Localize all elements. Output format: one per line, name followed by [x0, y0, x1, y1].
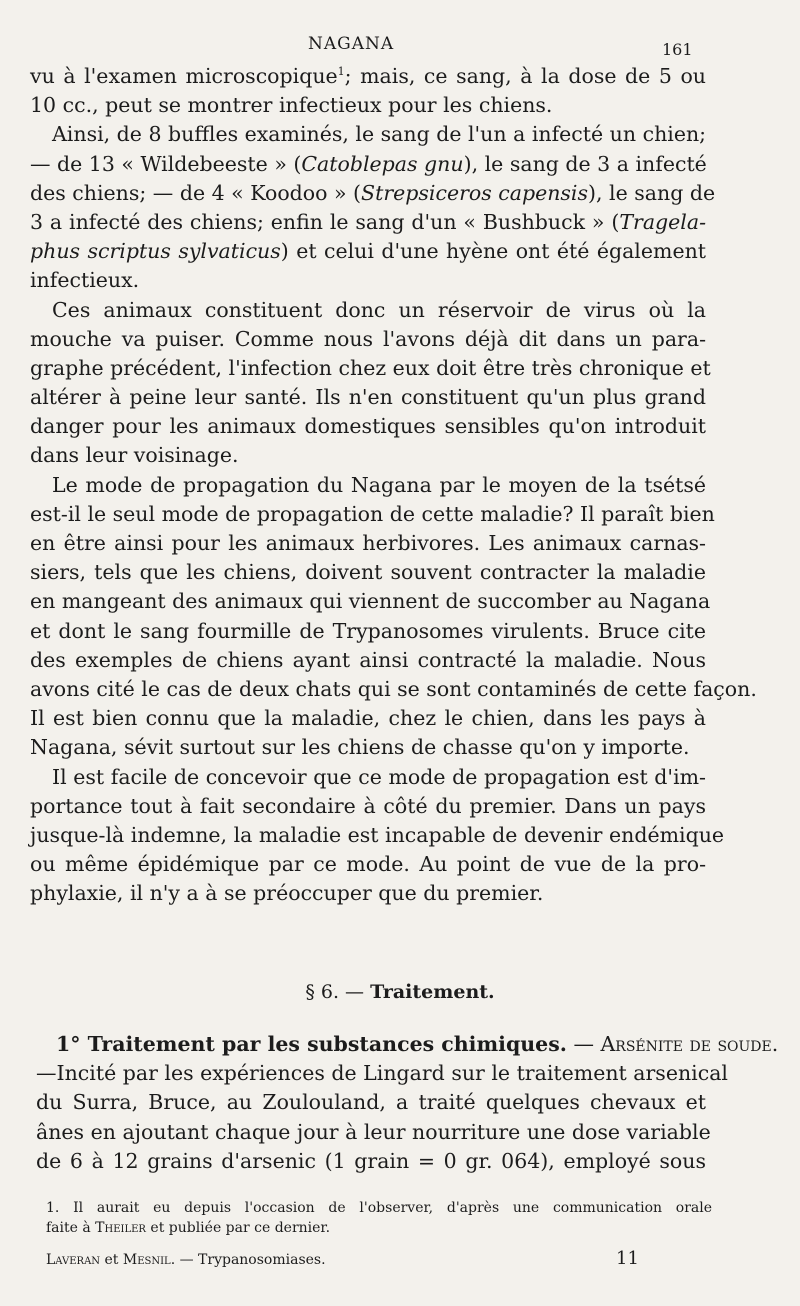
text-line: dans leur voisinage.	[30, 443, 239, 468]
section-title: Traitement.	[370, 981, 495, 1003]
text-line: — de 13 « Wildebeeste » (Catoblepas gnu), le sang de 3 a infecté	[30, 151, 707, 176]
text-line: et dont le sang fourmille de Trypanosomes virulents. Bruce cite	[30, 618, 706, 643]
text-line: phus scriptus sylvaticus) et celui d'une hyène ont été également	[30, 239, 707, 264]
species-name: Tragela-	[619, 209, 706, 234]
section-number: § 6.	[305, 981, 339, 1003]
footnote-marker: 1	[337, 65, 345, 79]
footnote-line: 1. Il aurait eu depuis l'occasion de l'observer, d'après une communication orale	[46, 1200, 712, 1216]
text-line: de 6 à 12 grains d'arsenic (1 grain = 0 gr. 064), employé sous	[36, 1148, 706, 1173]
species-name: Catoblepas gnu	[301, 151, 464, 176]
text-line: altérer à peine leur santé. Ils n'en constituent qu'un plus grand	[30, 385, 706, 410]
page-number: 161	[662, 40, 693, 59]
text-line: 10 cc., peut se montrer infectieux pour les chiens.	[30, 93, 553, 118]
text-line: en mangeant des animaux qui viennent de succomber au Nagana	[30, 589, 711, 614]
subsection-topic: Arsénite de soude.	[600, 1032, 779, 1056]
treatment-text	[36, 1030, 779, 1176]
text-line: en être ainsi pour les animaux herbivores. Les animaux carnas-	[30, 531, 706, 555]
text-line: Le mode de propagation du Nagana par le moyen de la tsétsé	[52, 472, 706, 497]
text-line: du Surra, Bruce, au Zoulouland, a traité quelques chevaux et	[36, 1090, 706, 1115]
text-line: 3 a infecté des chiens; enfin le sang d'un « Bushbuck » (Tragela-	[30, 209, 706, 234]
text-line: Nagana, sévit surtout sur les chiens de chasse qu'on y importe.	[30, 735, 690, 760]
main-text	[30, 62, 757, 908]
text-line: des chiens; — de 4 « Koodoo » (Strepsiceros capensis), le sang de	[30, 180, 716, 205]
text-line: siers, tels que les chiens, doivent souvent contracter la maladie	[30, 560, 706, 585]
text-line: danger pour les animaux domestiques sensibles qu'on introduit	[30, 414, 706, 439]
species-name: phus scriptus sylvaticus	[30, 239, 281, 264]
text-line: vu à l'examen microscopique$^1$; mais, ce sang, à la dose de 5 ou	[30, 64, 706, 88]
text-line: est-il le seul mode de propagation de cette maladie? Il paraît bien	[30, 501, 715, 526]
text-line: des exemples de chiens ayant ainsi contracté la maladie. Nous	[30, 647, 706, 672]
text-line: infectieux.	[30, 268, 140, 293]
text-line: portance tout à fait secondaire à côté du premier. Dans un pays	[30, 793, 706, 818]
running-title: NAGANA	[308, 34, 395, 54]
running-head	[0, 34, 800, 58]
text-line: phylaxie, il n'y a à se préoccuper que du premier.	[30, 881, 544, 906]
book-credit: Laveran et Mesnil. — Trypanosomiases.	[46, 1252, 326, 1268]
text-line: 1° Traitement par les substances chimiques. — Arsénite de soude.	[56, 1032, 779, 1056]
text-line: ou même épidémique par ce mode. Au point de vue de la pro-	[30, 852, 706, 877]
subsection-title: 1° Traitement par les substances chimiques.	[56, 1032, 567, 1056]
text-line: Il est facile de concevoir que ce mode de propagation est d'im-	[52, 764, 706, 789]
text-line: Il est bien connu que la maladie, chez le chien, dans les pays à	[30, 706, 706, 731]
section-heading: § 6. — Traitement.	[305, 981, 495, 1003]
footnote-line: faite à Theiler et publiée par ce dernier.	[46, 1220, 331, 1236]
text-line: —Incité par les expériences de Lingard sur le traitement arsenical	[36, 1061, 728, 1086]
species-name: Strepsiceros capensis	[361, 180, 589, 205]
signature-mark: 11	[616, 1248, 639, 1269]
text-line: ânes en ajoutant chaque jour à leur nourriture une dose variable	[36, 1119, 711, 1144]
text-line: Ainsi, de 8 buffles examinés, le sang de l'un a infecté un chien;	[52, 122, 707, 147]
text-line: mouche va puiser. Comme nous l'avons déjà dit dans un para-	[30, 326, 706, 351]
text-line: graphe précédent, l'infection chez eux doit être très chronique et	[30, 355, 711, 380]
footnote	[46, 1198, 712, 1238]
text-line: avons cité le cas de deux chats qui se sont contaminés de cette façon.	[30, 676, 757, 701]
text-line: Ces animaux constituent donc un réservoir de virus où la	[52, 297, 706, 322]
text-line: jusque-là indemne, la maladie est incapable de devenir endémique	[30, 822, 725, 847]
page-footer	[46, 1248, 712, 1272]
